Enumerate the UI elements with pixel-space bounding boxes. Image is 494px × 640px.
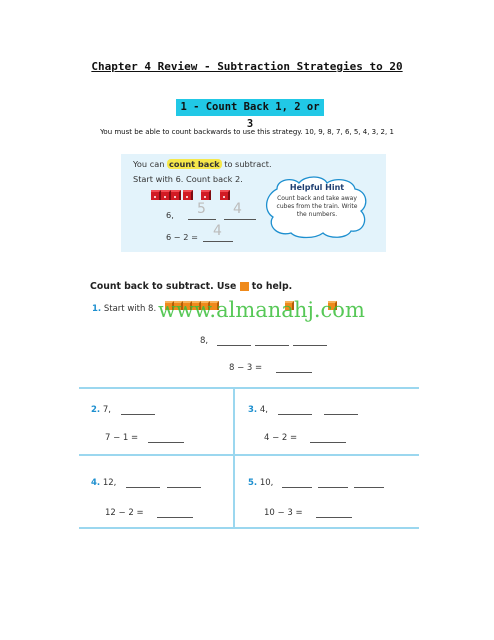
traced-answer-1: 5 (197, 201, 206, 217)
section-heading: 1 - Count Back 1, 2 or 3 (176, 99, 324, 116)
q5-blank-3[interactable] (354, 478, 384, 488)
q3-answer-blank[interactable] (310, 433, 346, 443)
traced-answer-2: 4 (233, 201, 242, 217)
q1-blank-2[interactable] (255, 336, 289, 346)
red-cube (220, 190, 230, 200)
question-4: 4. 12, (91, 478, 117, 488)
example-start: 6, (166, 210, 174, 220)
question-2: 2. 7, (91, 405, 111, 415)
traced-answer-3: 4 (213, 223, 222, 239)
red-cube (201, 190, 211, 200)
q4-blank-2[interactable] (167, 478, 201, 488)
divider (233, 389, 235, 527)
red-cube (183, 190, 193, 200)
divider (79, 527, 419, 529)
q2-answer-blank[interactable] (148, 433, 184, 443)
page-title: Chapter 4 Review - Subtraction Strategies to 20 (91, 60, 403, 73)
watermark: www.almanahj.com (158, 298, 365, 322)
example-equation: 6 − 2 = (166, 232, 198, 242)
q3-equation: 4 − 2 = (264, 433, 298, 443)
q5-answer-blank[interactable] (316, 508, 352, 518)
q5-blank-1[interactable] (282, 478, 312, 488)
red-cube (161, 190, 171, 200)
divider (79, 454, 419, 456)
q3-blank-1[interactable] (278, 405, 312, 415)
q4-answer-blank[interactable] (157, 508, 193, 518)
q2-equation: 7 − 1 = (105, 433, 139, 443)
q1-blank-3[interactable] (293, 336, 327, 346)
q1-answer-blank[interactable] (276, 363, 312, 373)
q1-equation: 8 − 3 = (229, 363, 263, 373)
question-1: 1. Start with 8. (92, 304, 157, 314)
red-cube (151, 190, 161, 200)
red-cube (171, 190, 181, 200)
q5-equation: 10 − 3 = (264, 508, 303, 518)
q1-start: 8, (200, 336, 209, 346)
q3-blank-2[interactable] (324, 405, 358, 415)
hint-title: Helpful Hint (289, 183, 345, 192)
practice-heading: Count back to subtract. Use to help. (90, 281, 293, 292)
q1-blank-1[interactable] (217, 336, 251, 346)
q4-blank-1[interactable] (126, 478, 160, 488)
orange-cube-icon (240, 282, 249, 291)
q5-blank-2[interactable] (318, 478, 348, 488)
count-back-highlight: count back (169, 159, 220, 169)
q4-equation: 12 − 2 = (105, 508, 144, 518)
question-3: 3. 4, (248, 405, 268, 415)
example-line-1: You can count back to subtract. (133, 159, 272, 169)
divider (79, 387, 419, 389)
q2-blank[interactable] (121, 405, 155, 415)
hint-text: Count back and take away cubes from the train. Write the numbers. (276, 195, 358, 218)
question-5: 5. 10, (248, 478, 274, 488)
intro-text: You must be able to count backwards to use this strategy. 10, 9, 8, 7, 6, 5, 4, 3, 2, 1 (100, 128, 394, 136)
example-line-2: Start with 6. Count back 2. (133, 174, 243, 184)
